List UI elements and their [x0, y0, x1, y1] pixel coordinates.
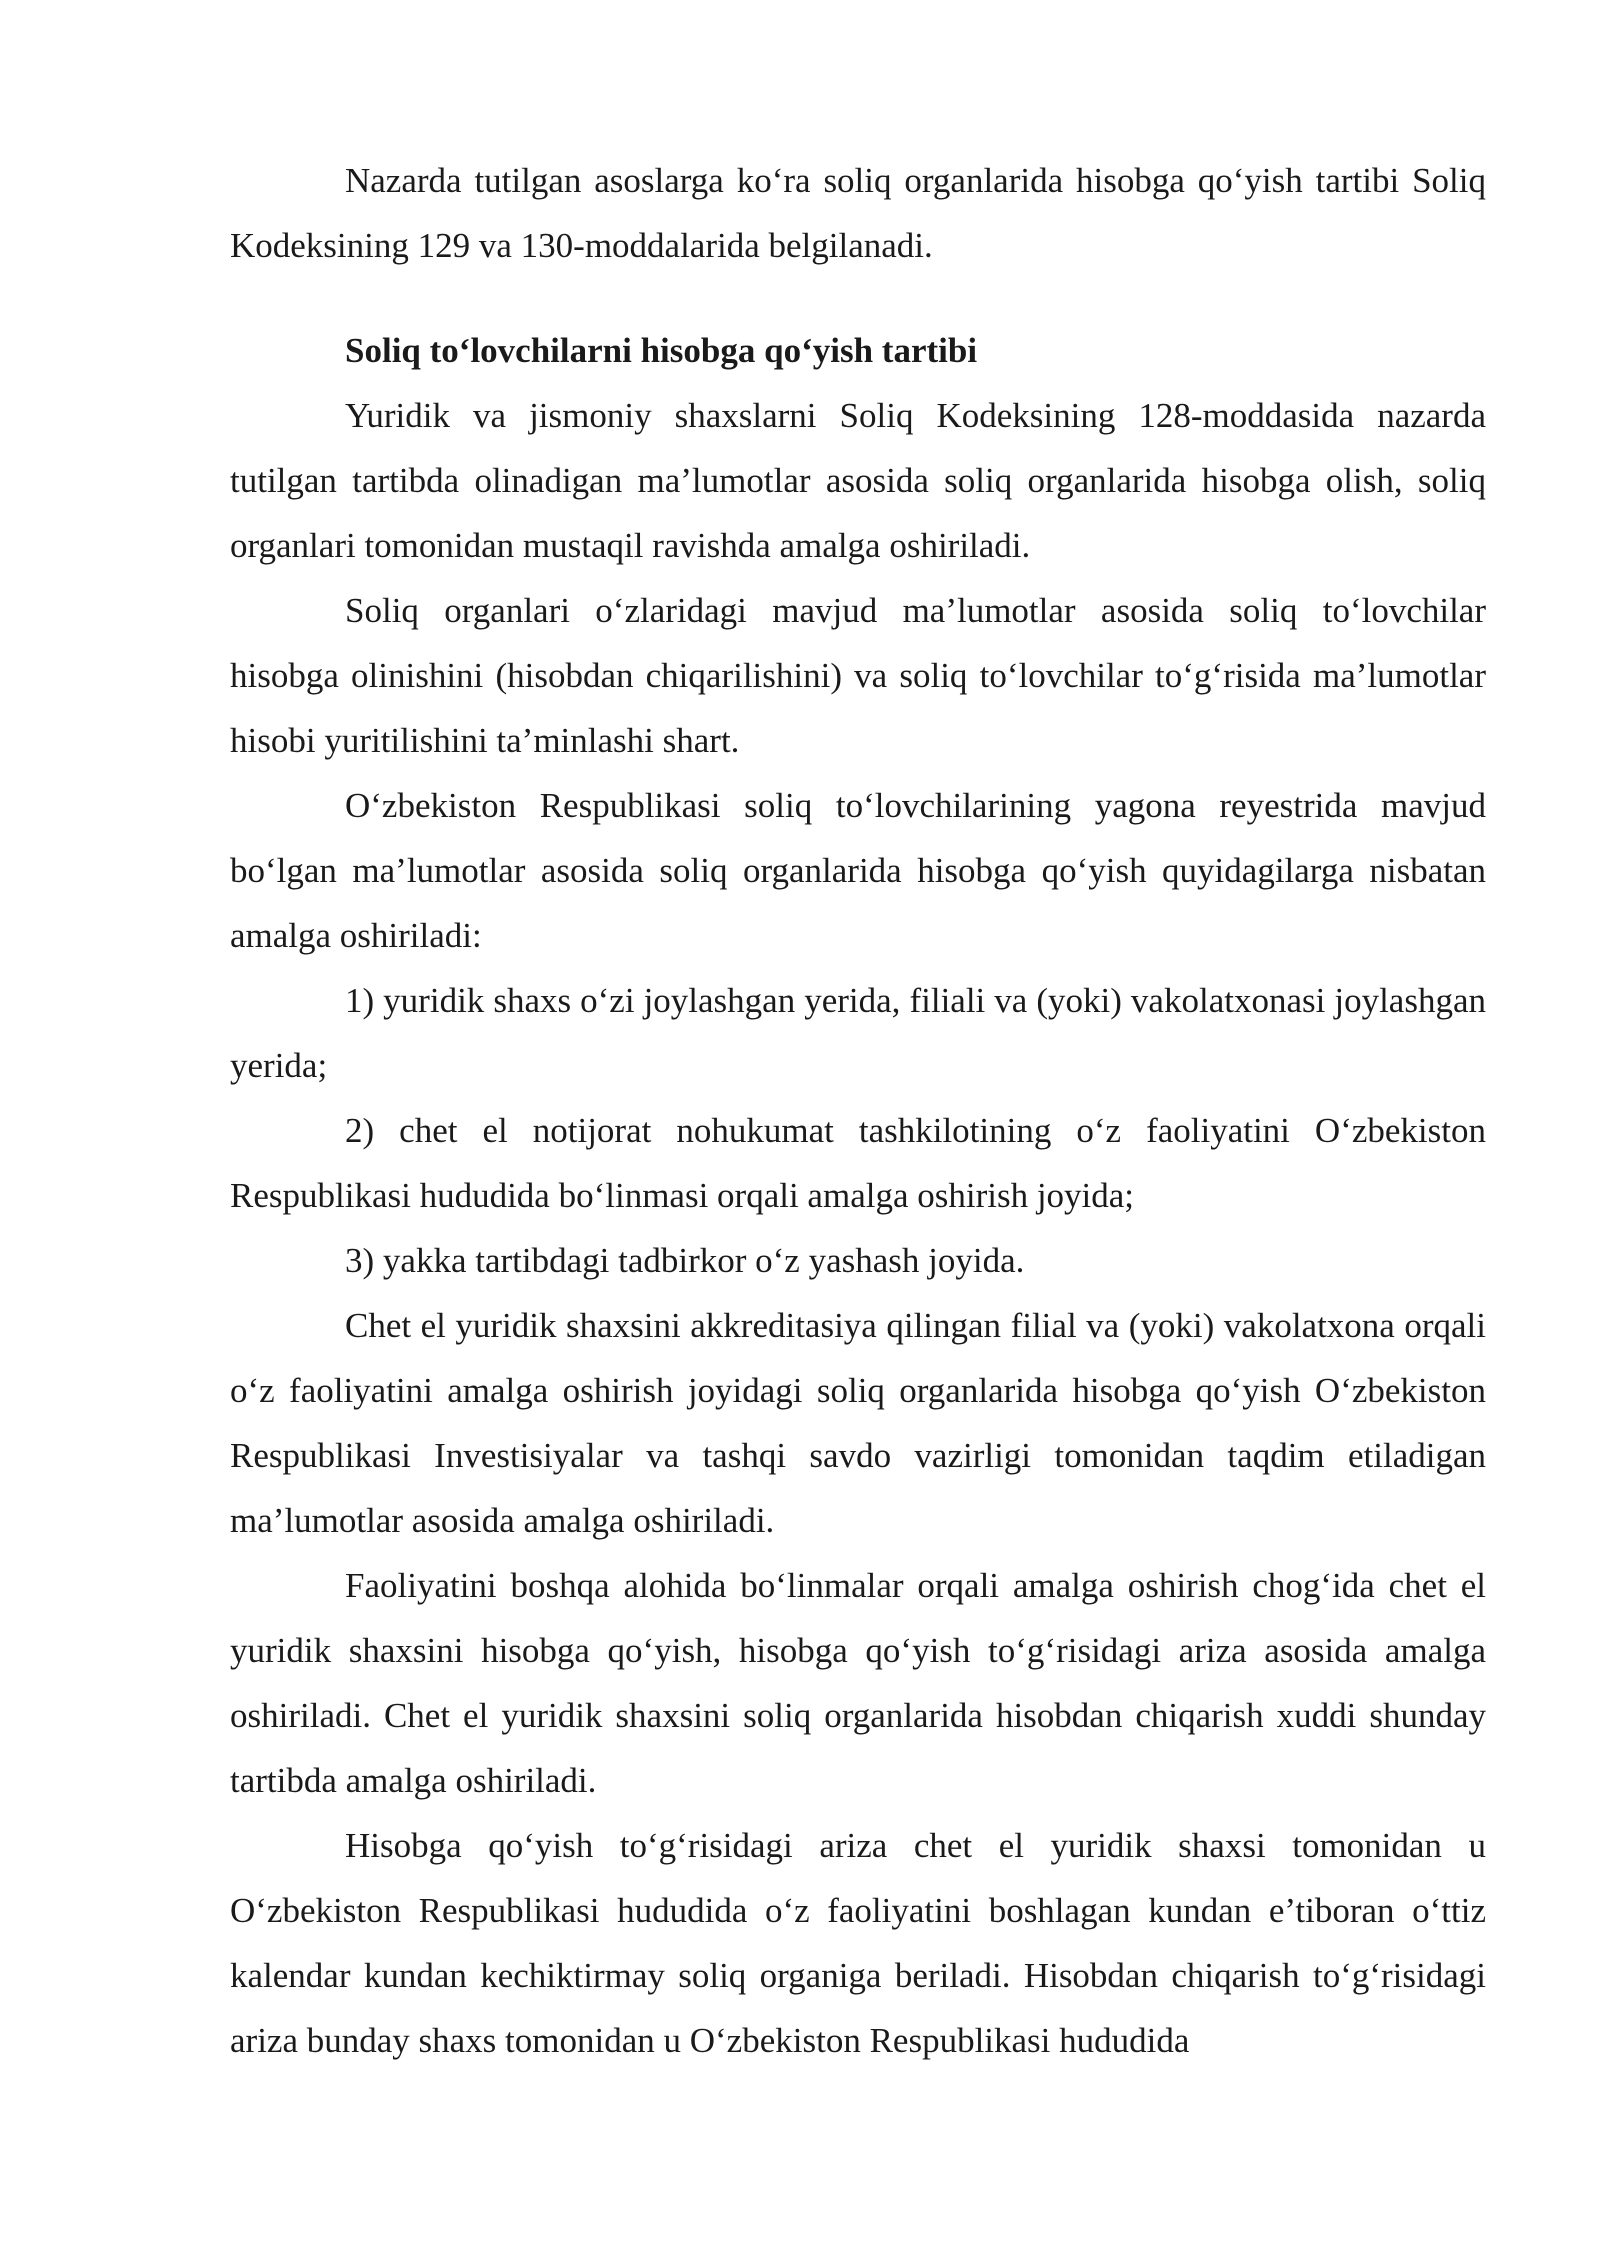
paragraph: Hisobga qo‘yish to‘g‘risidagi ariza chet el yuridik shaxsi tomonidan u O‘zbekiston Respublikasi hududida o‘z faoliyatini boshlagan kundan e’tiboran o‘ttiz kalendar kundan kechiktirmay soliq organiga beriladi. Hisobdan chiqarish to‘g‘risidagi ariza bunday shaxs tomonidan u O‘zbekiston Respublikasi hududida	[230, 1826, 1486, 2060]
intro-paragraph: Nazarda tutilgan asoslarga ko‘ra soliq organlarida hisobga qo‘yish tartibi Soliq Kodeksining 129 va 130-moddalarida belgilanadi.	[230, 161, 1486, 265]
list-item: 1) yuridik shaxs o‘zi joylashgan yerida, filiali va (yoki) vakolatxonasi joylashgan yerida;	[230, 981, 1486, 1085]
section-heading: Soliq to‘lovchilarni hisobga qo‘yish tartibi	[345, 331, 978, 370]
list-item: 3) yakka tartibdagi tadbirkor o‘z yashash joyida.	[345, 1241, 1025, 1280]
paragraph: Soliq organlari o‘zlaridagi mavjud ma’lumotlar asosida soliq to‘lovchilar hisobga olinishini (hisobdan chiqarilishini) va soliq to‘lovchilar to‘g‘risida ma’lumotlar hisobi yuritilishini ta’minlashi shart.	[230, 591, 1486, 760]
paragraph: O‘zbekiston Respublikasi soliq to‘lovchilarining yagona reyestrida mavjud bo‘lgan ma’lumotlar asosida soliq organlarida hisobga qo‘yish quyidagilarga nisbatan amalga oshiriladi:	[230, 786, 1486, 955]
list-item: 2) chet el notijorat nohukumat tashkilotining o‘z faoliyatini O‘zbekiston Respublikasi hududida bo‘linmasi orqali amalga oshirish joyida;	[230, 1111, 1486, 1215]
paragraph: Yuridik va jismoniy shaxslarni Soliq Kodeksining 128-moddasida nazarda tutilgan tartibda olinadigan ma’lumotlar asosida soliq organlarida hisobga olish, soliq organlari tomonidan mustaqil ravishda amalga oshiriladi.	[230, 396, 1486, 565]
paragraph: Faoliyatini boshqa alohida bo‘linmalar orqali amalga oshirish chog‘ida chet el yuridik shaxsini hisobga qo‘yish, hisobga qo‘yish to‘g‘risidagi ariza asosida amalga oshiriladi. Chet el yuridik shaxsini soliq organlarida hisobdan chiqarish xuddi shunday tartibda amalga oshiriladi.	[230, 1566, 1486, 1800]
paragraph: Chet el yuridik shaxsini akkreditasiya qilingan filial va (yoki) vakolatxona orqali o‘z faoliyatini amalga oshirish joyidagi soliq organlarida hisobga qo‘yish O‘zbekiston Respublikasi Investisiyalar va tashqi savdo vazirligi tomonidan taqdim etiladigan ma’lumotlar asosida amalga oshiriladi.	[230, 1306, 1486, 1540]
